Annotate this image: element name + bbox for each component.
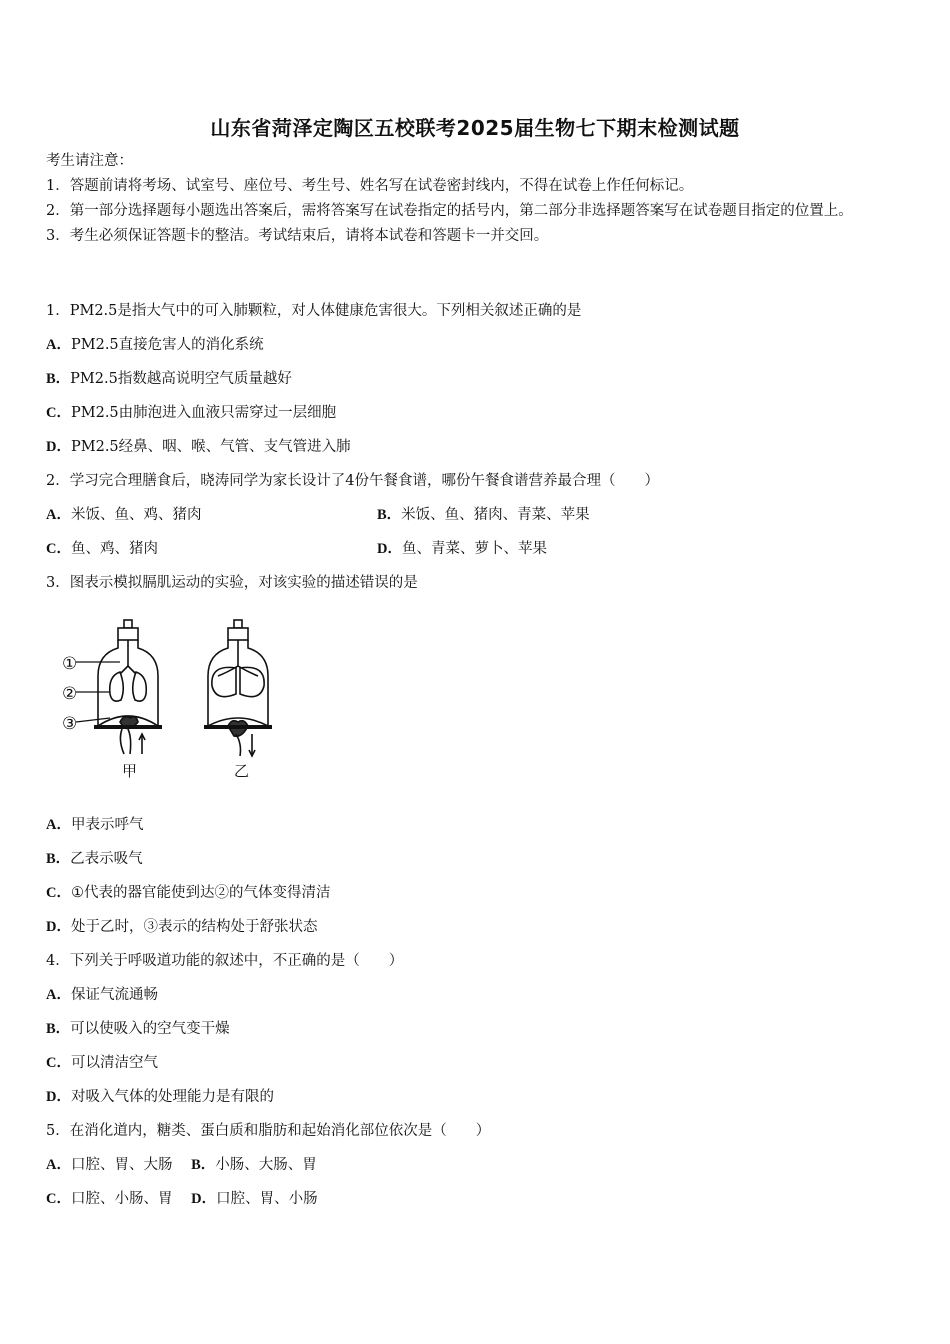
q1-option-c	[46, 403, 336, 423]
marker-2: ②	[62, 684, 78, 704]
option-text: PM2.5指数越高说明空气质量越好	[70, 371, 292, 387]
stopper-right	[228, 628, 248, 640]
notice-heading: 考生请注意：	[46, 153, 133, 169]
option-text: PM2.5直接危害人的消化系统	[70, 337, 264, 353]
q3-option-b	[46, 849, 143, 869]
q4-stem: 4．下列关于呼吸道功能的叙述中，不正确的是（ ）	[46, 953, 404, 969]
option-text: 对吸入气体的处理能力是有限的	[70, 1089, 274, 1105]
notice-item-2: 2．第一部分选择题每小题选出答案后，需将答案写在试卷指定的括号内，第二部分非选择题答案写在试卷题目指定的位置上。	[46, 203, 853, 219]
option-label: D．	[191, 1191, 217, 1207]
option-label: A．	[46, 1157, 71, 1173]
option-label: D．	[377, 541, 402, 557]
option-text: 乙表示吸气	[70, 851, 143, 867]
option-text: 可以清洁空气	[70, 1055, 158, 1071]
q5-option-b	[191, 1157, 317, 1173]
option-text: 保证气流通畅	[70, 987, 158, 1003]
option-text: 处于乙时，③表示的结构处于舒张状态	[70, 919, 318, 935]
option-text: 鱼、青菜、萝卜、苹果	[401, 541, 547, 557]
arm-right	[236, 734, 241, 756]
lung-left-a	[110, 672, 124, 701]
option-text: 口腔、胃、小肠	[216, 1191, 318, 1207]
q5-option-row-1	[46, 1155, 317, 1175]
q3-option-a	[46, 815, 143, 835]
marker-1: ①	[62, 654, 78, 674]
q2-option-b	[377, 505, 590, 525]
q1-option-b	[46, 369, 292, 389]
option-text: 甲表示呼气	[70, 817, 144, 833]
notice-item-3: 3．考生必须保证答题卡的整洁。考试结束后，请将本试卷和答题卡一并交回。	[46, 228, 549, 244]
option-text: 口腔、胃、大肠	[70, 1157, 173, 1173]
option-text: 鱼、鸡、猪肉	[70, 541, 158, 557]
q4-option-d	[46, 1087, 274, 1107]
q2-option-a	[46, 505, 201, 525]
option-text: 可以使吸入的空气变干燥	[70, 1021, 230, 1037]
q3-option-d	[46, 917, 317, 937]
option-label: B．	[191, 1157, 216, 1173]
q5-option-row-2	[46, 1189, 318, 1209]
option-label: B．	[46, 1021, 71, 1037]
option-label: D．	[46, 1089, 71, 1105]
option-label: D．	[46, 439, 71, 455]
stopper-top-left	[124, 620, 132, 628]
option-label: B．	[377, 507, 402, 523]
jar-left	[94, 620, 162, 754]
option-text: PM2.5由肺泡进入血液只需穿过一层细胞	[70, 405, 337, 421]
bronchi-left	[120, 666, 136, 674]
q4-option-b	[46, 1019, 230, 1039]
option-label: C．	[46, 541, 71, 557]
notice-item-1: 1．答题前请将考场、试室号、座位号、考生号、姓名写在试卷密封线内，不得在试卷上作任何标记。	[46, 178, 694, 194]
q1-option-a	[46, 335, 264, 355]
option-label: A．	[46, 507, 71, 523]
arm-left	[120, 729, 130, 754]
q5-stem: 5．在消化道内，糖类、蛋白质和脂肪和起始消化部位依次是（ ）	[46, 1123, 491, 1139]
option-text: 口腔、小肠、胃	[70, 1191, 173, 1207]
q4-option-c	[46, 1053, 158, 1073]
page-title: 山东省菏泽定陶区五校联考2025届生物七下期末检测试题	[210, 116, 740, 140]
option-label: A．	[46, 337, 71, 353]
marker-3: ③	[62, 714, 78, 734]
q2-option-d	[377, 539, 547, 559]
q3-stem: 3．图表示模拟膈肌运动的实验，对该实验的描述错误的是	[46, 575, 418, 591]
option-text: 小肠、大肠、胃	[215, 1157, 317, 1173]
lung-right-a	[212, 667, 236, 696]
option-label: C．	[46, 1055, 71, 1071]
lung-left-b	[133, 672, 147, 701]
option-label: C．	[46, 1191, 71, 1207]
q3-option-c	[46, 883, 330, 903]
diaphragm-model-figure	[58, 614, 288, 784]
q5-option-a	[46, 1157, 172, 1173]
q5-option-c	[46, 1191, 172, 1207]
stopper-top-right	[234, 620, 242, 628]
q5-option-d	[191, 1191, 317, 1207]
option-label: B．	[46, 851, 71, 867]
option-text: 米饭、鱼、鸡、猪肉	[70, 507, 202, 523]
option-label: C．	[46, 885, 71, 901]
option-label: C．	[46, 405, 71, 421]
q1-option-d	[46, 437, 351, 457]
option-label: D．	[46, 919, 71, 935]
q2-stem: 2．学习完合理膳食后，晓涛同学为家长设计了4份午餐食谱，哪份午餐食谱营养最合理（ ）	[46, 473, 659, 489]
q4-option-a	[46, 985, 158, 1005]
option-label: A．	[46, 987, 71, 1003]
option-text: PM2.5经鼻、咽、喉、气管、支气管进入肺	[70, 439, 351, 455]
caption-jia: 甲	[122, 762, 138, 780]
option-text: ①代表的器官能使到达②的气体变得清洁	[70, 885, 331, 901]
q1-stem: 1．PM2.5是指大气中的可入肺颗粒，对人体健康危害很大。下列相关叙述正确的是	[46, 303, 582, 319]
lung-right-b	[240, 667, 264, 696]
caption-yi: 乙	[234, 762, 250, 780]
stopper-left	[118, 628, 138, 640]
q2-option-c	[46, 539, 158, 559]
option-label: A．	[46, 817, 71, 833]
jar-right	[204, 620, 272, 756]
notice-block	[46, 149, 901, 249]
option-text: 米饭、鱼、猪肉、青菜、苹果	[401, 507, 590, 523]
option-label: B．	[46, 371, 71, 387]
